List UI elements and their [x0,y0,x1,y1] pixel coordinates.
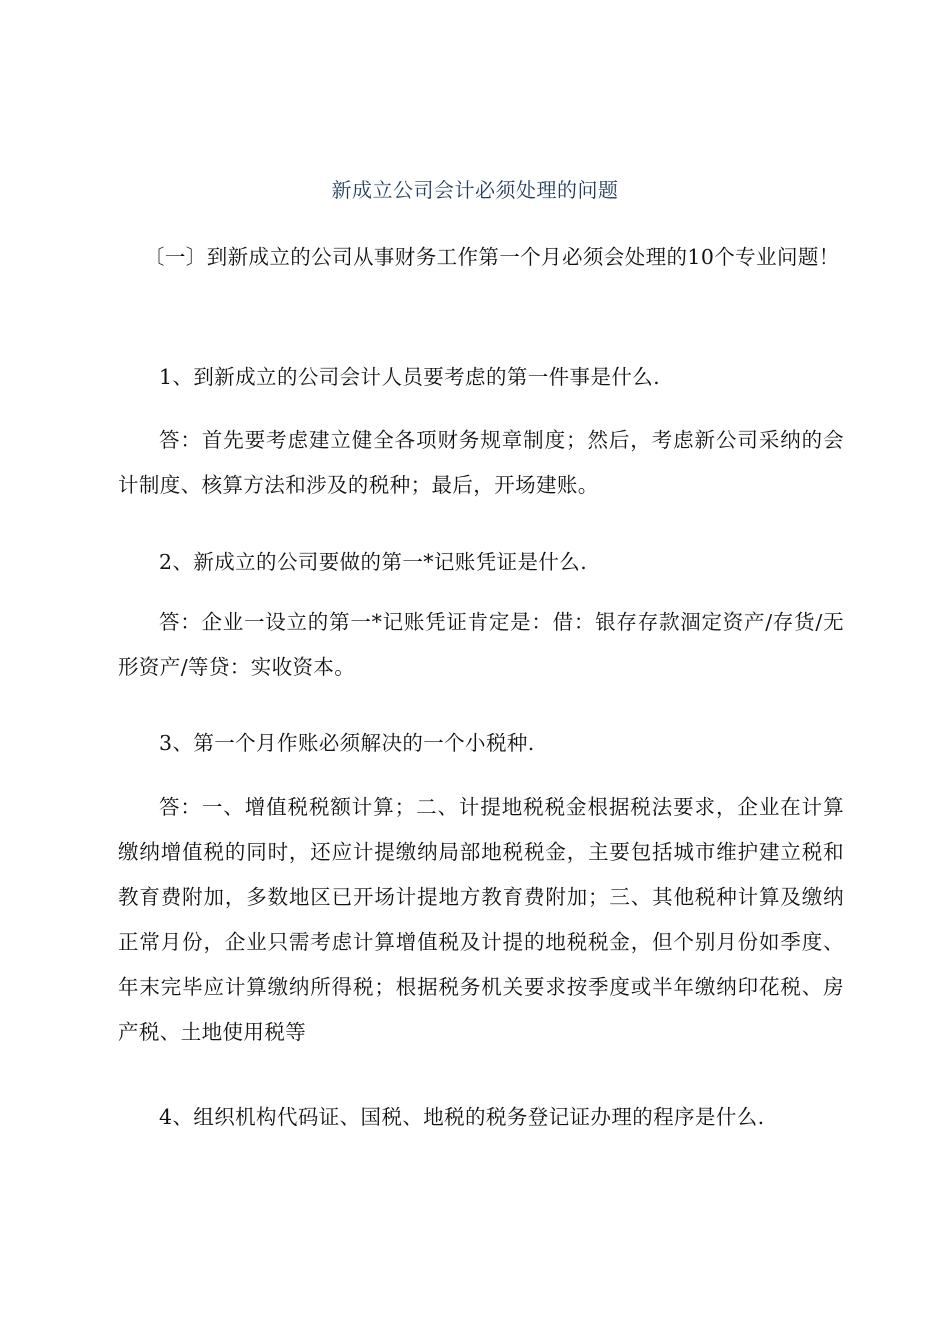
document-title: 新成立公司会计必须处理的问题 [331,178,619,202]
answer-2: 答：企业一设立的第一*记账凭证肯定是：借：银存存款涸定资产/存货/无形资产/等贷：实收资本。 [118,610,844,679]
question-3: 3、第一个月作账必须解决的一个小税种. [159,731,535,755]
question-2: 2、新成立的公司要做的第一*记账凭证是什么. [159,550,588,574]
question-4: 4、组织机构代码证、国税、地税的税务登记证办理的程序是什么. [159,1105,765,1129]
answer-1: 答：首先要考虑建立健全各项财务规章制度；然后，考虑新公司采纳的会计制度、核算方法和涉及的税种；最后，开场建账。 [118,428,844,497]
intro-paragraph: 〔一〕到新成立的公司从事财务工作第一个月必须会处理的10个专业问题！ [144,245,840,269]
answer-3: 答：一、增值税税额计算；二、计提地税税金根据税法要求，企业在计算缴纳增值税的同时，还应计提缴纳局部地税税金，主要包括城市维护建立税和教育费附加，多数地区已开场计提地方教育费附加；三、其他税种计算及缴纳正常月份，企业只需考虑计算增值税及计提的地税税金，但个别月份如季度、年末完毕应计算缴纳所得税；根据税务机关要求按季度或半年缴纳印花税、房产税、土地使用税等 [118,795,844,1044]
question-1: 1、到新成立的公司会计人员要考虑的第一件事是什么. [159,365,661,389]
